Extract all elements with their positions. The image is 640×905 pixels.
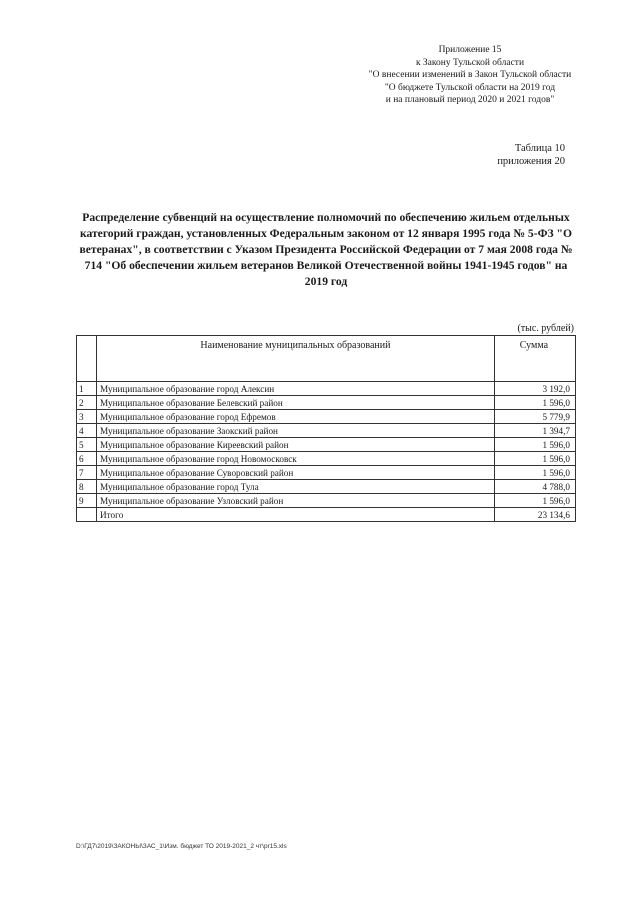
total-num [77, 508, 97, 522]
header-name: Наименование муниципальных образований [97, 336, 495, 382]
row-name: Муниципальное образование город Новомосковск [97, 452, 495, 466]
header-num [77, 336, 97, 382]
row-sum: 1 596,0 [494, 396, 575, 410]
row-sum: 3 192,0 [494, 382, 575, 396]
file-path-footer: D:\ГД7\2019\ЗАКОНЫ\ЗАС_1\Изм. бюджет ТО 2019-2021_2 чт\pr15.xls [76, 843, 287, 850]
row-name: Муниципальное образование город Тула [97, 480, 495, 494]
row-sum: 1 596,0 [494, 466, 575, 480]
row-name: Муниципальное образование Суворовский район [97, 466, 495, 480]
table-total-row [77, 508, 576, 522]
table-reference-line: Таблица 10 [514, 143, 565, 154]
table-row [77, 382, 576, 396]
row-sum: 1 596,0 [494, 452, 575, 466]
table-row [77, 480, 576, 494]
row-name: Муниципальное образование Заокский район [97, 424, 495, 438]
table-row [77, 410, 576, 424]
row-sum: 4 788,0 [494, 480, 575, 494]
row-sum: 1 596,0 [494, 438, 575, 452]
row-num: 8 [77, 480, 97, 494]
table-row [77, 424, 576, 438]
table-row [77, 452, 576, 466]
row-num: 2 [77, 396, 97, 410]
appendix-line: "О бюджете Тульской области на 2019 год [384, 82, 556, 93]
row-name: Муниципальное образование Белевский район [97, 396, 495, 410]
row-name: Муниципальное образование Киреевский район [97, 438, 495, 452]
row-sum: 1 596,0 [494, 494, 575, 508]
appendix-heading [330, 44, 610, 107]
appendix-line: и на плановый период 2020 и 2021 годов" [385, 95, 555, 105]
appendix-line: Приложение 15 [438, 45, 502, 55]
table-row [77, 438, 576, 452]
appendix-line: к Закону Тульской области [415, 57, 525, 68]
row-name: Муниципальное образование город Алексин [97, 382, 495, 396]
table-reference [460, 142, 565, 168]
row-num: 1 [77, 382, 97, 396]
unit-label: (тыс. рублей) [517, 323, 574, 334]
row-name: Муниципальное образование город Ефремов [97, 410, 495, 424]
row-num: 9 [77, 494, 97, 508]
table-row [77, 494, 576, 508]
table-row [77, 396, 576, 410]
table-reference-line: приложения 20 [497, 156, 565, 167]
row-name: Муниципальное образование Узловский район [97, 494, 495, 508]
document-title: Распределение субвенций на осуществление полномочий по обеспечению жильем отдельных категорий граждан, установленных Федеральным законом от 12 января 1995 года № 5-ФЗ "О ветеранах", в соответствии с Указом Президента Российской Федерации от 7 мая 2008 года № 714 "Об обеспечении жильем ветеранов Великой Отечественной войны 1941-1945 годов" на 2019 год [79, 211, 573, 288]
table-row [77, 466, 576, 480]
total-label: Итого [97, 508, 495, 522]
total-sum: 23 134,6 [494, 508, 575, 522]
row-num: 5 [77, 438, 97, 452]
row-num: 4 [77, 424, 97, 438]
appendix-line: "О внесении изменений в Закон Тульской области [368, 70, 572, 80]
row-num: 3 [77, 410, 97, 424]
row-num: 6 [77, 452, 97, 466]
table-header-row [77, 336, 576, 382]
subsidy-table [76, 335, 576, 522]
row-sum: 5 779,9 [494, 410, 575, 424]
header-sum: Сумма [494, 336, 575, 382]
row-num: 7 [77, 466, 97, 480]
row-sum: 1 394,7 [494, 424, 575, 438]
